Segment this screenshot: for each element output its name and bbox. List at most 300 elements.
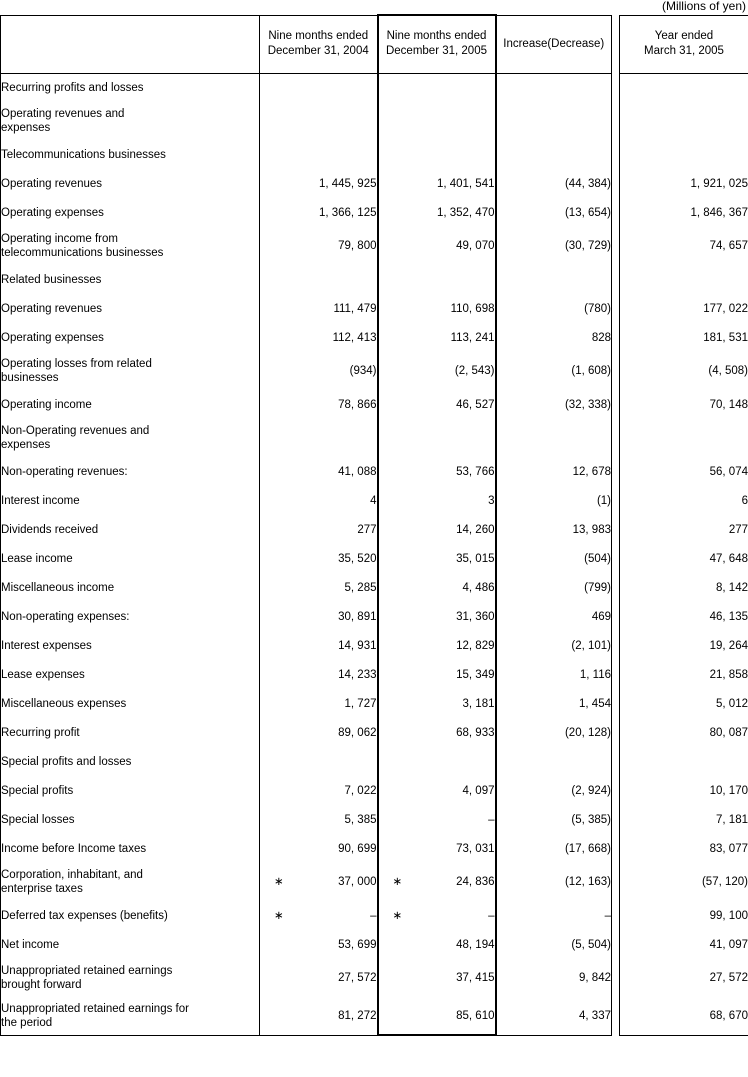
cell-number: 10, 170 (709, 784, 748, 797)
header-cell-nine-2005 (378, 15, 496, 73)
cell-increase (496, 901, 612, 930)
column-gap (612, 544, 620, 573)
cell-number: 49, 070 (456, 240, 495, 252)
cell-increase (496, 834, 612, 863)
cell-nine-2005 (378, 901, 496, 930)
column-gap (612, 863, 620, 901)
cell-number: (780) (584, 302, 611, 315)
cell-number: 35, 015 (456, 552, 495, 565)
cell-number: 112, 413 (332, 331, 377, 344)
cell-number: 89, 062 (338, 726, 377, 739)
cell-nine-2004 (260, 515, 378, 544)
cell-value (260, 726, 377, 740)
cell-number: (17, 668) (564, 842, 611, 855)
cell-increase (496, 323, 612, 352)
cell-value (497, 206, 612, 220)
header-line-1: Nine months ended (386, 30, 487, 43)
cell-number: 12, 829 (456, 639, 495, 652)
cell-value (379, 639, 495, 653)
cell-number: (44, 384) (564, 177, 611, 190)
cell-value (497, 581, 612, 595)
row-label-line: Interest income (1, 494, 80, 507)
cell-value (260, 398, 377, 412)
cell-nine-2004 (260, 776, 378, 805)
row-label (1, 997, 260, 1035)
table-row (1, 573, 748, 602)
header-line-2: March 31, 2005 (644, 45, 724, 57)
cell-value (260, 364, 377, 378)
cell-increase (496, 265, 612, 294)
cell-year-2005 (620, 198, 748, 227)
cell-value (497, 668, 612, 682)
row-label-line: Miscellaneous expenses (1, 697, 127, 710)
cell-number: 1, 921, 025 (690, 177, 748, 190)
row-label (1, 227, 260, 265)
cell-increase (496, 544, 612, 573)
row-label-line: Telecommunications businesses (1, 148, 166, 161)
cell-nine-2005 (378, 265, 496, 294)
cell-nine-2004 (260, 265, 378, 294)
cell-value (620, 302, 748, 316)
cell-value (497, 842, 612, 856)
cell-number: 85, 610 (456, 1009, 495, 1022)
cell-year-2005 (620, 419, 748, 457)
cell-number: 7, 022 (344, 784, 377, 797)
cell-number: 110, 698 (450, 302, 495, 315)
cell-year-2005 (620, 834, 748, 863)
table-row (1, 660, 748, 689)
table-row (1, 457, 748, 486)
cell-nine-2005 (378, 718, 496, 747)
row-label (1, 805, 260, 834)
cell-value (620, 1009, 748, 1023)
cell-increase (496, 805, 612, 834)
table-row (1, 747, 748, 776)
cell-value (620, 668, 748, 682)
cell-value (620, 552, 748, 566)
header-line-1: Nine months ended (268, 30, 369, 42)
cell-value (620, 938, 748, 952)
header-cell-nine-2004 (260, 15, 378, 73)
cell-value (497, 726, 612, 740)
cell-value (260, 938, 377, 952)
column-gap (612, 631, 620, 660)
cell-nine-2005 (378, 169, 496, 198)
cell-value (260, 668, 377, 682)
cell-increase (496, 863, 612, 901)
cell-value (620, 177, 748, 191)
cell-nine-2005 (378, 227, 496, 265)
cell-number: 46, 527 (456, 398, 495, 411)
cell-number: 27, 572 (338, 972, 377, 984)
table-body (1, 73, 748, 1035)
row-label (1, 930, 260, 959)
cell-number: 47, 648 (709, 552, 748, 565)
row-label-line: Special profits (1, 784, 74, 797)
cell-year-2005 (620, 776, 748, 805)
column-gap (612, 959, 620, 997)
cell-value (260, 842, 377, 856)
cell-number: 181, 531 (703, 331, 748, 344)
cell-value (620, 239, 748, 253)
column-gap (612, 323, 620, 352)
row-label-line: Special profits and losses (1, 755, 132, 768)
table-row (1, 544, 748, 573)
cell-nine-2005 (378, 805, 496, 834)
cell-number: 4, 097 (462, 784, 495, 797)
cell-value (379, 206, 495, 220)
cell-increase (496, 198, 612, 227)
cell-number: 1, 727 (344, 697, 377, 710)
cell-nine-2004 (260, 169, 378, 198)
cell-number: – (488, 909, 495, 922)
row-label-line: Operating income from (1, 233, 118, 245)
cell-year-2005 (620, 265, 748, 294)
cell-nine-2005 (378, 515, 496, 544)
cell-nine-2004 (260, 959, 378, 997)
cell-year-2005 (620, 863, 748, 901)
cell-value (379, 177, 495, 191)
cell-number: 6 (741, 494, 748, 507)
row-label (1, 294, 260, 323)
cell-nine-2004 (260, 73, 378, 102)
cell-nine-2004 (260, 602, 378, 631)
cell-number: 5, 385 (344, 813, 377, 826)
cell-number: 12, 678 (572, 465, 611, 478)
cell-nine-2004 (260, 901, 378, 930)
cell-number: 111, 479 (333, 302, 377, 315)
column-gap (612, 73, 620, 102)
row-label-line: Interest expenses (1, 639, 92, 652)
column-gap (612, 486, 620, 515)
cell-nine-2005 (378, 747, 496, 776)
column-gap (612, 689, 620, 718)
row-label (1, 718, 260, 747)
cell-value (620, 331, 748, 345)
row-label-line: expenses (1, 439, 51, 451)
row-label (1, 323, 260, 352)
cell-number: 3, 181 (462, 697, 495, 710)
cell-nine-2004 (260, 198, 378, 227)
cell-value (260, 177, 377, 191)
cell-increase (496, 959, 612, 997)
cell-number: 1, 454 (579, 697, 611, 710)
cell-increase (496, 776, 612, 805)
cell-number: 14, 931 (338, 639, 377, 652)
cell-value (620, 875, 748, 889)
cell-number: (5, 504) (571, 938, 611, 951)
cell-value (620, 726, 748, 740)
row-label (1, 959, 260, 997)
cell-nine-2005 (378, 997, 496, 1035)
cell-value (497, 938, 612, 952)
cell-increase (496, 102, 612, 140)
row-label (1, 544, 260, 573)
column-gap (612, 169, 620, 198)
cell-increase (496, 689, 612, 718)
column-gap (612, 901, 620, 930)
cell-value (260, 784, 377, 798)
cell-number: 1, 366, 125 (318, 206, 377, 219)
cell-value (620, 206, 748, 220)
cell-number: 68, 670 (709, 1009, 748, 1022)
cell-number: (934) (349, 365, 377, 377)
row-label-line: the period (1, 1016, 53, 1029)
cell-number: 80, 087 (709, 726, 748, 739)
cell-number: 7, 181 (716, 813, 748, 826)
cell-number: (1) (596, 494, 611, 507)
cell-year-2005 (620, 747, 748, 776)
cell-value (379, 726, 495, 740)
row-label (1, 776, 260, 805)
income-statement-table (0, 14, 748, 1036)
cell-number: 35, 520 (338, 552, 377, 565)
table-row (1, 930, 748, 959)
cell-increase (496, 457, 612, 486)
cell-value (620, 813, 748, 827)
cell-increase (496, 747, 612, 776)
cell-value (620, 364, 748, 378)
cell-value (497, 465, 612, 479)
row-label (1, 457, 260, 486)
cell-value (379, 668, 495, 682)
row-label-line: Related businesses (1, 273, 102, 286)
cell-value (260, 697, 377, 711)
row-label (1, 419, 260, 457)
cell-value (620, 784, 748, 798)
table-row (1, 602, 748, 631)
cell-value (497, 364, 612, 378)
cell-value (379, 971, 495, 985)
cell-year-2005 (620, 352, 748, 390)
cell-year-2005 (620, 930, 748, 959)
column-gap (612, 805, 620, 834)
cell-value (379, 697, 495, 711)
cell-year-2005 (620, 73, 748, 102)
cell-number: 37, 415 (456, 972, 495, 984)
cell-value (260, 523, 377, 537)
cell-nine-2005 (378, 930, 496, 959)
cell-value (497, 331, 612, 345)
column-gap (612, 198, 620, 227)
table-row (1, 419, 748, 457)
cell-value (497, 697, 612, 711)
cell-number: 8, 142 (716, 581, 748, 594)
cell-value (260, 639, 377, 653)
cell-value (620, 523, 748, 537)
header-row (1, 15, 748, 73)
header-line-1: Increase(Decrease) (503, 37, 605, 50)
cell-nine-2004 (260, 227, 378, 265)
cell-number: 83, 077 (709, 842, 748, 855)
cell-value (260, 494, 377, 508)
cell-value (497, 398, 612, 412)
cell-number: (20, 128) (564, 726, 611, 739)
cell-value (497, 302, 612, 316)
cell-number: 53, 766 (456, 465, 495, 478)
table-row (1, 834, 748, 863)
header-cell-year-2005 (620, 15, 748, 73)
row-label-line: Non-Operating revenues and (1, 425, 150, 437)
footnote-marker: ∗ (392, 876, 403, 888)
cell-year-2005 (620, 805, 748, 834)
cell-year-2005 (620, 718, 748, 747)
cell-nine-2005 (378, 486, 496, 515)
column-gap (612, 718, 620, 747)
column-gap (612, 140, 620, 169)
cell-number: 68, 933 (456, 726, 495, 739)
cell-nine-2005 (378, 352, 496, 390)
cell-number: 31, 360 (456, 610, 495, 623)
row-label (1, 689, 260, 718)
row-label-line: Unappropriated retained earnings (1, 965, 173, 977)
cell-value (260, 971, 377, 985)
table-row (1, 997, 748, 1035)
cell-nine-2004 (260, 660, 378, 689)
row-label-line: Operating revenues and (1, 108, 125, 120)
column-gap (612, 15, 620, 73)
cell-value (497, 784, 612, 798)
cell-nine-2004 (260, 102, 378, 140)
table-row (1, 901, 748, 930)
row-label-line: Corporation, inhabitant, and (1, 869, 143, 881)
cell-number: (32, 338) (564, 398, 611, 411)
row-label (1, 198, 260, 227)
cell-number: 41, 097 (709, 938, 748, 951)
cell-value (260, 302, 377, 316)
cell-number: – (370, 909, 377, 922)
statement-sheet (0, 14, 748, 1074)
header-line-2: December 31, 2005 (385, 45, 487, 58)
cell-value (260, 552, 377, 566)
cell-nine-2004 (260, 863, 378, 901)
cell-number: 78, 866 (338, 398, 377, 411)
cell-year-2005 (620, 102, 748, 140)
table-row (1, 265, 748, 294)
cell-value (379, 552, 495, 566)
row-label (1, 573, 260, 602)
cell-number: 13, 983 (572, 523, 611, 536)
cell-value (260, 331, 377, 345)
cell-number: 4 (370, 494, 377, 507)
cell-nine-2004 (260, 747, 378, 776)
footnote-marker: ∗ (274, 876, 284, 888)
cell-value (497, 909, 612, 923)
cell-nine-2005 (378, 198, 496, 227)
column-gap (612, 997, 620, 1035)
cell-nine-2004 (260, 631, 378, 660)
column-gap (612, 102, 620, 140)
cell-year-2005 (620, 227, 748, 265)
cell-number: 1, 445, 925 (318, 177, 377, 190)
column-gap (612, 515, 620, 544)
column-gap (612, 602, 620, 631)
row-label-line: businesses (1, 372, 59, 384)
cell-number: 277 (728, 523, 748, 536)
row-label-line: expenses (1, 122, 51, 134)
cell-nine-2004 (260, 930, 378, 959)
cell-value (379, 494, 495, 508)
cell-value (379, 784, 495, 798)
cell-value (379, 581, 495, 595)
row-label-line: Operating income (1, 398, 92, 411)
cell-year-2005 (620, 294, 748, 323)
cell-nine-2005 (378, 323, 496, 352)
cell-value (379, 239, 495, 253)
table-row (1, 294, 748, 323)
cell-value (260, 239, 377, 253)
cell-nine-2004 (260, 689, 378, 718)
cell-nine-2005 (378, 863, 496, 901)
column-gap (612, 265, 620, 294)
header-cell-label (1, 15, 260, 73)
cell-value (260, 813, 377, 827)
cell-increase (496, 997, 612, 1035)
footnote-marker: ∗ (274, 909, 284, 922)
cell-nine-2004 (260, 390, 378, 419)
table-row (1, 390, 748, 419)
cell-nine-2005 (378, 602, 496, 631)
cell-number: 1, 401, 541 (436, 177, 495, 190)
row-label-line: Special losses (1, 813, 75, 826)
cell-number: 56, 074 (709, 465, 748, 478)
cell-number: (30, 729) (564, 240, 611, 252)
table-row (1, 718, 748, 747)
cell-number: 21, 858 (709, 668, 748, 681)
row-label (1, 834, 260, 863)
cell-value (620, 398, 748, 412)
cell-number: 177, 022 (703, 302, 748, 315)
cell-value (497, 523, 612, 537)
cell-number: 469 (591, 610, 611, 623)
cell-value (260, 465, 377, 479)
cell-year-2005 (620, 169, 748, 198)
cell-nine-2005 (378, 419, 496, 457)
cell-nine-2004 (260, 352, 378, 390)
cell-value (379, 909, 495, 923)
column-gap (612, 930, 620, 959)
cell-number: 70, 148 (709, 398, 748, 411)
cell-value (497, 875, 612, 889)
cell-increase (496, 573, 612, 602)
footnote-marker: ∗ (392, 909, 403, 922)
row-label-line: Operating losses from related (1, 358, 152, 370)
cell-value (497, 1009, 612, 1023)
cell-number: 1, 116 (579, 668, 611, 681)
row-label-line: Operating revenues (1, 302, 103, 315)
row-label (1, 901, 260, 930)
table-header (1, 15, 748, 73)
cell-increase (496, 390, 612, 419)
cell-increase (496, 660, 612, 689)
row-label (1, 265, 260, 294)
table-row (1, 959, 748, 997)
cell-number: 37, 000 (338, 876, 377, 888)
row-label-line: Deferred tax expenses (benefits) (1, 909, 168, 922)
cell-increase (496, 419, 612, 457)
table-row (1, 689, 748, 718)
cell-value (379, 1009, 495, 1023)
cell-number: (2, 924) (571, 784, 611, 797)
cell-number: 30, 891 (338, 610, 377, 623)
cell-nine-2004 (260, 294, 378, 323)
cell-value (379, 813, 495, 827)
cell-number: 48, 194 (456, 938, 495, 951)
cell-value (497, 971, 612, 985)
row-label-line: Dividends received (1, 523, 99, 536)
cell-number: 53, 699 (338, 938, 377, 951)
column-gap (612, 747, 620, 776)
